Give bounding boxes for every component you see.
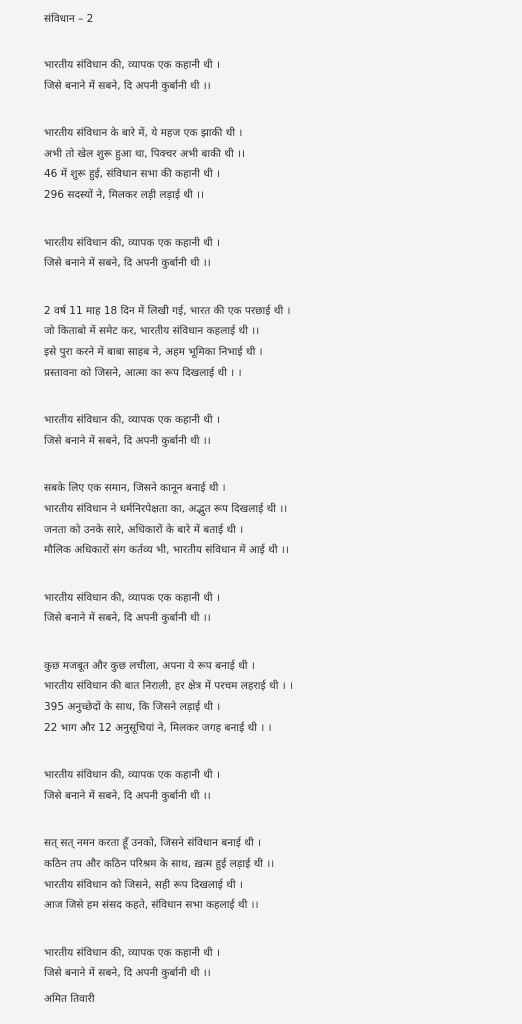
poem-line: कठिन तप और कठिन परिश्रम के साथ, ख़त्म हुई लड़ाई थी ।। xyxy=(44,858,275,871)
stanza xyxy=(44,55,514,96)
poem-line: सबके लिए एक समान, जिसने कानून बनाई थी । xyxy=(44,482,226,495)
poem-line: 22 भाग और 12 अनुसूचियां ने, मिलकर जगह बनाई थी । । xyxy=(44,721,272,734)
stanza xyxy=(44,588,514,629)
poem-body xyxy=(44,55,514,1011)
poem-line: मौलिक अधिकारों संग कर्तव्य भी, भारतीय संविधान में आई थी ।। xyxy=(44,544,289,557)
poem-line: भारतीय संविधान को जिसने, सही रूप दिखलाई थी । xyxy=(44,878,243,891)
poem-line: जिसे बनाने में सबने, दि अपनी कुर्बानी थी ।। xyxy=(44,257,211,270)
stanza xyxy=(44,833,514,915)
poem-line: जिसे बनाने में सबने, दि अपनी कुर्बानी थी ।। xyxy=(44,79,211,92)
stanza xyxy=(44,656,514,738)
poem-line: जिसे बनाने में सबने, दि अपनी कुर्बानी थी ।। xyxy=(44,967,211,980)
poem-line: अभी तो खेल शुरू हुआ था, पिक्चर अभी बाकी थी ।। xyxy=(44,147,245,160)
poem-line: 46 में शुरू हुई, संविधान सभा की कहानी थी । xyxy=(44,168,221,181)
poem-line: प्रस्तावना को जिसने, आत्मा का रूप दिखलाई थी । । xyxy=(44,366,242,379)
poem-line: भारतीय संविधान की, व्यापक एक कहानी थी । xyxy=(44,414,220,427)
stanza xyxy=(44,410,514,451)
poem-line: भारतीय संविधान के बारे में, ये महज एक झाकी थी । xyxy=(44,127,243,140)
poem-line: जिसे बनाने में सबने, दि अपनी कुर्बानी थी ।। xyxy=(44,789,211,802)
poem-line: जनता को उनके सारे, अधिकारों के बारे में बताई थी । xyxy=(44,523,244,536)
poem-line: भारतीय संविधान की, व्यापक एक कहानी थी । xyxy=(44,59,220,71)
poem-line: भारतीय संविधान की, व्यापक एक कहानी थी । xyxy=(44,236,220,249)
poem-line: 395 अनुच्छेदों के साथ, कि जिसने लड़ाई थी । xyxy=(44,701,221,714)
poem-line: इसे पुरा करने में बाबा साहब ने, अहम भूमिका निभाई थी । xyxy=(44,345,263,358)
poem-line: 296 सदस्यों ने, मिलकर लड़ी लड़ाई थी ।। xyxy=(44,188,205,201)
poem-line: भारतीय संविधान की, व्यापक एक कहानी थी । xyxy=(44,769,220,782)
poem-line: भारतीय संविधान ने धर्मनिरपेक्षता का, अद्भुत रूप दिखलाई थी ।। xyxy=(44,502,288,515)
poem-line: जिसे बनाने में सबने, दि अपनी कुर्बानी थी ।। xyxy=(44,612,211,625)
poem-line: भारतीय संविधान की, व्यापक एक कहानी थी । xyxy=(44,591,220,604)
stanza xyxy=(44,478,514,560)
poem-line: भारतीय संविधान की, व्यापक एक कहानी थी । xyxy=(44,946,220,959)
poem-line: भारतीय संविधान की बात निराली, हर क्षेत्र में परचम लहराई थी । । xyxy=(44,680,294,693)
poem-line: सत् सत् नमन करता हूँ उनको, जिसने संविधान बनाई थी । xyxy=(44,837,262,850)
stanza xyxy=(44,123,514,205)
poem-line: आज जिसे हम संसद कहते, संविधान सभा कहलाई थी ।। xyxy=(44,899,259,912)
poem-line: जिसे बनाने में सबने, दि अपनी कुर्बानी थी ।। xyxy=(44,434,211,447)
poem-title: संविधान – 2 xyxy=(44,13,94,25)
poem-line: 2 वर्ष 11 माह 18 दिन में लिखी गई, भारत की एक परछाई थी । xyxy=(44,304,291,317)
stanza xyxy=(44,233,514,274)
stanza xyxy=(44,943,514,984)
stanza xyxy=(44,765,514,806)
author-name: अमित तिवारी xyxy=(44,993,95,1005)
poem-line: कुछ मजबूत और कुछ लचीला, अपना ये रूप बनाई थी । xyxy=(44,659,255,672)
poem-line: जो किताबो में समेट कर, भारतीय संविधान कहलाई थी ।। xyxy=(44,325,260,338)
stanza xyxy=(44,301,514,383)
